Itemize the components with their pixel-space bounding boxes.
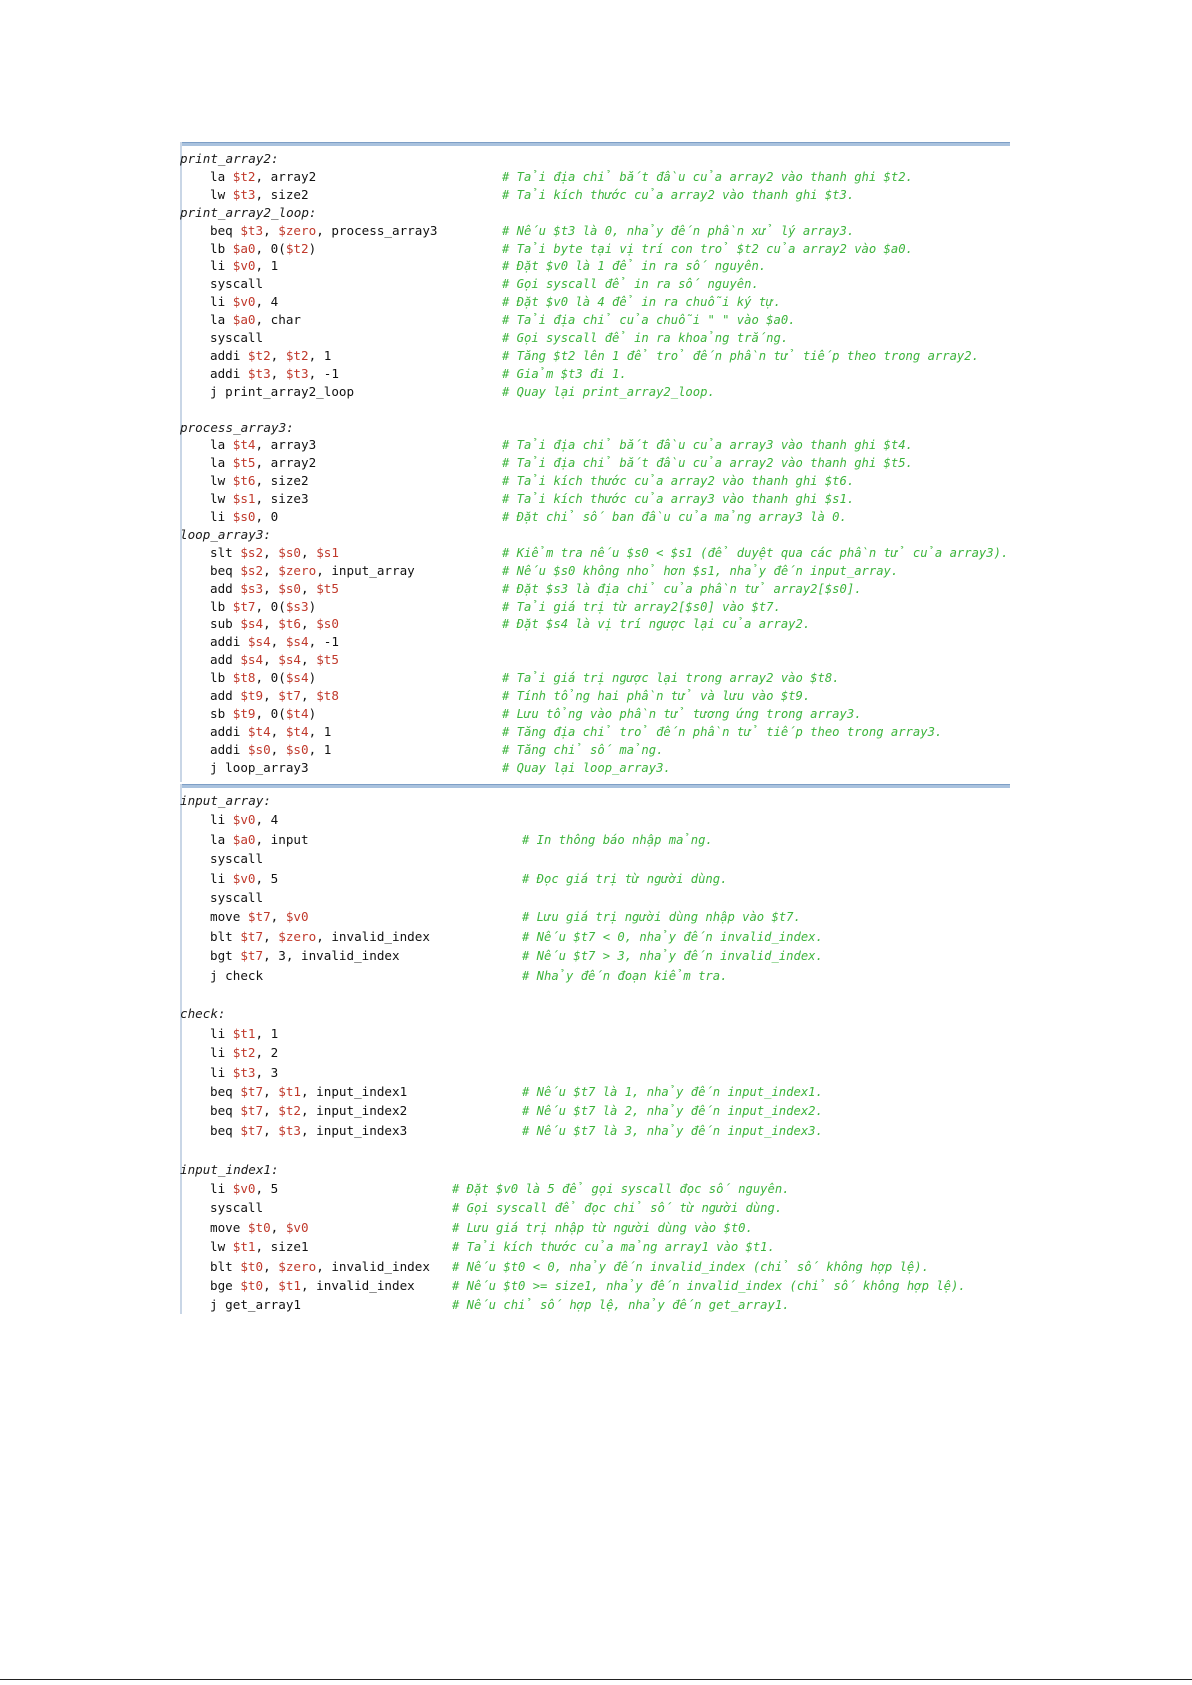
register-token: $s4 [240,652,264,668]
register-token: $s4 [247,634,271,650]
code-comment: # Đặt chỉ số ban đầu của mảng array3 là 0. [502,510,847,524]
code-comment: # Tải địa chỉ của chuỗi " " vào $a0. [502,313,796,328]
code-comment: # Tăng chỉ số mảng. [502,742,664,757]
code-comment: # Kiểm tra nếu $s0 < $s1 (để duyệt qua các phần tử của array3). [502,545,1009,560]
register-token: $s0 [316,616,339,632]
instruction: j print_array2_loop [210,383,355,399]
code-line [180,633,1010,651]
register-token: $s1 [316,544,339,560]
register-token: $s2 [240,544,264,560]
register-token: $s0 [232,509,256,524]
code-comment: # Tăng $t2 lên 1 để trỏ đến phần tử tiếp theo trong array2. [502,348,979,363]
register-token: $t7 [240,1103,264,1119]
code-line [180,293,1010,311]
code-line [180,1238,1010,1256]
register-token: $zero [278,928,317,944]
instruction: lw $t6, size2 [210,473,309,489]
instruction: bge $t0, $t1, invalid_index [210,1278,415,1293]
code-comment: # Nếu $t7 < 0, nhảy đến invalid_index. [522,929,823,944]
code-line [180,850,1010,868]
register-token: $t4 [285,705,309,721]
register-token: $s1 [232,491,256,507]
code-line [180,275,1010,293]
register-token: $s4 [285,634,309,650]
register-token: $s4 [285,670,309,686]
instruction: blt $t7, $zero, invalid_index [210,928,430,944]
code-line [180,741,1010,759]
code-line [180,347,1010,365]
instruction: j check [210,967,264,983]
code-comment: # Đọc giá trị từ người dùng. [522,871,728,886]
register-token: $a0 [232,312,256,328]
register-token: $zero [278,222,317,238]
code-comment: # Tải giá trị ngược lại trong array2 vào $t8. [502,671,840,686]
code-label-line [180,1005,1010,1023]
register-token: $t8 [316,688,339,703]
code-line [180,1083,1010,1101]
register-token: $s0 [247,741,271,757]
instruction: addi $t2, $t2, 1 [210,347,332,363]
register-token: $t3 [232,186,256,202]
code-label-line [180,204,1010,222]
code-line [180,186,1010,204]
code-line [180,598,1010,616]
code-line [180,329,1010,347]
instruction: addi $s4, $s4, -1 [210,634,339,650]
code-line [180,1122,1010,1140]
code-line [180,1180,1010,1198]
register-token: $s0 [278,580,302,596]
blank-line [180,986,1010,1004]
code-comment: # Tải địa chỉ bắt đầu của array3 vào thanh ghi $t4. [502,438,913,453]
code-comment: # Nhảy đến đoạn kiểm tra. [522,968,728,983]
code-line [180,508,1010,526]
code-line [180,1102,1010,1120]
register-token: $t5 [232,455,256,471]
instruction: li $v0, 5 [210,870,279,886]
code-comment: # Nếu $t0 >= size1, nhảy đến invalid_index (chỉ số không hợp lệ). [452,1279,966,1293]
code-comment: # Nếu $t3 là 0, nhảy đến phần xử lý array3. [502,223,855,238]
register-token: $t4 [285,723,309,739]
register-token: $t3 [247,365,271,381]
code-line [180,908,1010,926]
code-line [180,240,1010,258]
instruction: la $a0, input [210,831,309,847]
register-token: $v0 [232,258,256,274]
code-line [180,472,1010,490]
code-panel-1 [180,142,1010,782]
register-token: $s4 [278,652,302,668]
code-line [180,365,1010,383]
instruction: add $s4, $s4, $t5 [210,652,339,668]
instruction: bgt $t7, 3, invalid_index [210,948,400,964]
register-token: $t7 [240,928,264,944]
instruction: addi $t4, $t4, 1 [210,723,332,739]
register-token: $v0 [232,812,256,828]
code-label-line [180,419,1010,437]
register-token: $t4 [247,723,271,739]
code-line [180,311,1010,329]
code-line [180,544,1010,562]
instruction: li $t1, 1 [210,1025,279,1041]
code-label-line [180,792,1010,810]
code-comment: # Quay lại print_array2_loop. [502,384,715,399]
instruction: beq $t3, $zero, process_array3 [210,222,438,238]
code-label: check: [180,1006,226,1022]
instruction: syscall [210,276,264,292]
code-label: input_array: [180,793,271,808]
code-comment: # Nếu $t7 là 1, nhảy đến input_index1. [522,1085,823,1099]
code-label: input_index1: [180,1161,279,1177]
code-line [180,1277,1010,1295]
register-token: $t7 [240,1122,264,1138]
instruction: li $t3, 3 [210,1064,279,1080]
register-token: $t0 [240,1258,264,1274]
code-label: process_array3: [180,419,294,435]
code-line [180,1064,1010,1082]
register-token: $s0 [285,741,309,757]
instruction: slt $s2, $s0, $s1 [210,544,339,560]
code-comment: # In thông báo nhập mảng. [522,832,713,847]
instruction: sub $s4, $t6, $s0 [210,616,339,632]
code-comment: # Tải kích thước của array3 vào thanh ghi $s1. [502,492,855,507]
register-token: $t7 [240,948,264,964]
code-line [180,580,1010,598]
code-label-line [180,150,1010,168]
instruction: syscall [210,851,264,867]
code-comment: # Tính tổng hai phần tử và lưu vào $t9. [502,689,811,703]
code-comment: # Gọi syscall để đọc chỉ số từ người dùng. [452,1201,783,1216]
code-comment: # Đặt $v0 là 4 để in ra chuỗi ký tự. [502,295,781,310]
instruction: lb $a0, 0($t2) [210,240,317,256]
code-line [180,1044,1010,1062]
instruction: beq $t7, $t3, input_index3 [210,1122,408,1138]
code-label-line [180,1161,1010,1179]
code-line [180,257,1010,275]
code-line [180,947,1010,965]
instruction: li $v0, 1 [210,258,279,274]
register-token: $t2 [232,168,256,184]
code-comment: # Tải byte tại vị trí con trỏ $t2 của array2 vào $a0. [502,241,913,256]
code-line [180,669,1010,687]
register-token: $t9 [240,688,264,703]
code-line [180,870,1010,888]
instruction: sb $t9, 0($t4) [210,705,317,721]
register-token: $t2 [285,347,309,363]
code-comment: # Đặt $s3 là địa chỉ của phần tử array2[$s0]. [502,581,862,596]
instruction: lb $t7, 0($s3) [210,598,317,614]
code-line [180,562,1010,580]
instruction: addi $t3, $t3, -1 [210,365,339,381]
instruction: la $a0, char [210,312,301,328]
register-token: $t7 [247,909,271,925]
register-token: $zero [278,562,317,578]
code-comment: # Quay lại loop_array3. [502,760,671,775]
code-line [180,1025,1010,1043]
register-token: $t2 [278,1103,302,1119]
code-line [180,1296,1010,1314]
code-comment: # Gọi syscall để in ra khoảng trắng. [502,331,789,345]
blank-line [180,401,1010,419]
code-line [180,1258,1010,1276]
register-token: $t5 [316,580,339,596]
register-token: $t2 [232,1045,256,1061]
code-comment: # Nếu $t7 > 3, nhảy đến invalid_index. [522,949,823,964]
instruction: move $t0, $v0 [210,1219,309,1235]
register-token: $t1 [278,1084,302,1099]
register-token: $t7 [278,688,302,703]
code-line [180,454,1010,472]
instruction: la $t2, array2 [210,168,317,184]
register-token: $v0 [285,1219,309,1235]
code-line [180,615,1010,633]
register-token: $t6 [278,616,302,632]
register-token: $t1 [278,1278,302,1293]
register-token: $zero [278,1258,317,1274]
instruction: j get_array1 [210,1297,301,1313]
register-token: $t7 [240,1084,264,1099]
register-token: $s0 [278,544,302,560]
register-token: $t7 [232,598,256,614]
code-comment: # Lưu tổng vào phần tử tương ứng trong array3. [502,706,862,721]
register-token: $t4 [232,437,256,453]
code-comment: # Đặt $v0 là 5 để gọi syscall đọc số nguyên. [452,1182,790,1196]
instruction: beq $t7, $t2, input_index2 [210,1103,408,1119]
code-comment: # Tăng địa chỉ trỏ đến phần tử tiếp theo trong array3. [502,724,943,739]
instruction: addi $s0, $s0, 1 [210,741,332,757]
instruction: li $v0, 5 [210,1181,279,1196]
instruction: li $s0, 0 [210,509,279,524]
register-token: $t1 [232,1239,256,1255]
instruction: syscall [210,1200,264,1216]
code-label-line [180,526,1010,544]
code-comment: # Tải địa chỉ bắt đầu của array2 vào thanh ghi $t2. [502,169,913,184]
register-token: $s4 [240,616,264,632]
code-comment: # Nếu $s0 không nhỏ hơn $s1, nhảy đến input_array. [502,563,899,578]
code-comment: # Tải kích thước của array2 vào thanh ghi $t6. [502,474,855,489]
code-line [180,222,1010,240]
instruction: move $t7, $v0 [210,909,309,925]
register-token: $s3 [240,580,264,596]
instruction: la $t4, array3 [210,437,317,453]
register-token: $t0 [240,1278,264,1293]
register-token: $v0 [232,1181,256,1196]
instruction: syscall [210,330,264,345]
register-token: $a0 [232,831,256,847]
register-token: $t3 [278,1122,302,1138]
instruction: j loop_array3 [210,759,309,775]
instruction: li $v0, 4 [210,294,279,310]
register-token: $t3 [240,222,264,238]
instruction: lw $t3, size2 [210,186,309,202]
code-comment: # Giảm $t3 đi 1. [502,366,627,381]
register-token: $t2 [247,347,271,363]
register-token: $v0 [232,870,256,886]
code-label: print_array2_loop: [180,204,317,220]
register-token: $s3 [285,598,309,614]
code-comment: # Tải kích thước của mảng array1 vào $t1. [452,1240,775,1255]
register-token: $t8 [232,670,256,686]
instruction: li $v0, 4 [210,812,279,828]
panel-top-border [180,142,1010,146]
code-line [180,759,1010,777]
register-token: $v0 [285,909,309,925]
code-comment: # Nếu $t7 là 3, nhảy đến input_index3. [522,1123,823,1138]
register-token: $s2 [240,562,264,578]
code-label: print_array2: [180,151,279,166]
page-bottom-rule [0,1679,1192,1680]
code-comment: # Đặt $v0 là 1 để in ra số nguyên. [502,259,767,274]
code-line [180,928,1010,946]
code-comment: # Nếu $t0 < 0, nhảy đến invalid_index (chỉ số không hợp lệ). [452,1259,929,1274]
register-token: $t0 [247,1219,271,1235]
register-token: $t9 [232,705,256,721]
code-line [180,436,1010,454]
code-line [180,889,1010,907]
code-comment: # Lưu giá trị người dùng nhập vào $t7. [522,910,801,925]
instruction: syscall [210,890,264,905]
code-panel-2 [180,784,1010,1314]
code-comment: # Lưu giá trị nhập từ người dùng vào $t0. [452,1220,753,1235]
code-comment: # Gọi syscall để in ra số nguyên. [502,277,759,292]
instruction: lb $t8, 0($s4) [210,670,317,686]
register-token: $t5 [316,652,339,668]
instruction: beq $s2, $zero, input_array [210,562,415,578]
instruction: lw $s1, size3 [210,491,309,507]
code-line [180,383,1010,401]
code-label: loop_array3: [180,526,271,542]
code-line [180,687,1010,705]
instruction: li $t2, 2 [210,1045,279,1061]
code-comment: # Tải kích thước của array2 vào thanh ghi $t3. [502,187,855,202]
code-line [180,1199,1010,1217]
register-token: $t6 [232,473,256,489]
register-token: $t2 [285,240,309,256]
register-token: $a0 [232,240,256,256]
instruction: beq $t7, $t1, input_index1 [210,1084,408,1099]
code-comment: # Nếu chỉ số hợp lệ, nhảy đến get_array1. [452,1298,790,1313]
code-line [180,831,1010,849]
code-line [180,1219,1010,1237]
code-line [180,811,1010,829]
instruction: lw $t1, size1 [210,1239,309,1255]
code-comment: # Tải giá trị từ array2[$s0] vào $t7. [502,599,781,614]
code-comment: # Tải địa chỉ bắt đầu của array2 vào thanh ghi $t5. [502,456,913,471]
register-token: $v0 [232,294,256,310]
code-line [180,705,1010,723]
instruction: add $t9, $t7, $t8 [210,688,339,703]
register-token: $t3 [232,1064,256,1080]
instruction: la $t5, array2 [210,455,317,471]
code-comment: # Đặt $s4 là vị trí ngược lại của array2. [502,617,811,632]
code-line [180,168,1010,186]
register-token: $t1 [232,1025,256,1041]
panel-top-border [180,784,1010,788]
instruction: add $s3, $s0, $t5 [210,580,339,596]
blank-line [180,1141,1010,1159]
instruction: blt $t0, $zero, invalid_index [210,1258,430,1274]
code-comment: # Nếu $t7 là 2, nhảy đến input_index2. [522,1104,823,1119]
code-line [180,723,1010,741]
code-line [180,490,1010,508]
code-line [180,651,1010,669]
code-line [180,967,1010,985]
register-token: $t3 [285,365,309,381]
